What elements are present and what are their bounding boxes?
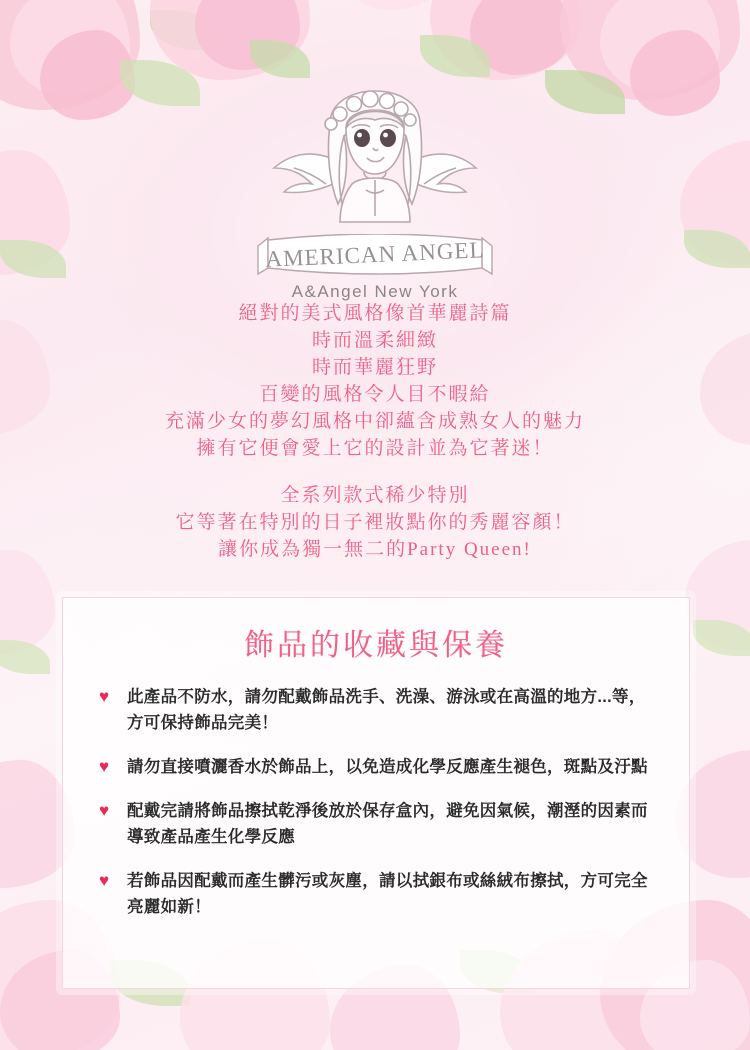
care-item-text: 配戴完請將飾品擦拭乾淨後放於保存盒內，避免因氣候，潮溼的因素而導致產品產生化學反應 [127, 802, 648, 846]
heart-icon: ♥ [99, 871, 110, 890]
poem-line: 絕對的美式風格像首華麗詩篇 [238, 303, 512, 324]
poem-line: 全系列款式稀少特別 [280, 485, 470, 506]
care-title: 飾品的收藏與保養 [244, 629, 508, 662]
logo [0, 44, 750, 302]
care-list-item [99, 798, 653, 850]
poem-line: 時而華麗狂野 [311, 357, 438, 378]
heart-icon: ♥ [99, 757, 110, 776]
care-item-text: 請勿直接噴灑香水於飾品上，以免造成化學反應產生褪色，斑點及汙點 [127, 758, 648, 776]
care-list-item [99, 868, 653, 920]
poem-line: 讓你成為獨一無二的Party Queen! [218, 539, 532, 560]
poem-line: 擁有它便會愛上它的設計並為它著迷！ [196, 438, 554, 459]
sub-brand-text: A&Angel New York [291, 282, 459, 301]
care-list-item [99, 684, 653, 736]
care-instructions-card [62, 597, 690, 989]
care-item-text: 此產品不防水，請勿配戴飾品洗手、洗澡、游泳或在高溫的地方...等，方可保持飾品完美！ [127, 688, 646, 732]
heart-icon: ♥ [99, 687, 110, 706]
angel-logo-icon [260, 44, 490, 244]
care-list-item [99, 754, 653, 780]
poem-spacer [0, 462, 750, 482]
heart-icon: ♥ [99, 801, 110, 820]
care-item-text: 若飾品因配戴而產生髒污或灰塵，請以拭銀布或絲絨布擦拭，方可完全亮麗如新！ [127, 872, 648, 916]
poem-line: 它等著在特別的日子裡妝點你的秀麗容顏！ [175, 512, 575, 533]
poem-block [0, 300, 750, 563]
poem-line: 百變的風格令人目不暇給 [259, 384, 491, 405]
poem-line: 時而溫柔細緻 [311, 330, 438, 351]
brand-ribbon [250, 234, 500, 278]
brand-ribbon-text: AMERICAN ANGEL [264, 237, 485, 272]
poem-line: 充滿少女的夢幻風格中卻蘊含成熟女人的魅力 [164, 411, 585, 432]
care-list [99, 684, 653, 920]
